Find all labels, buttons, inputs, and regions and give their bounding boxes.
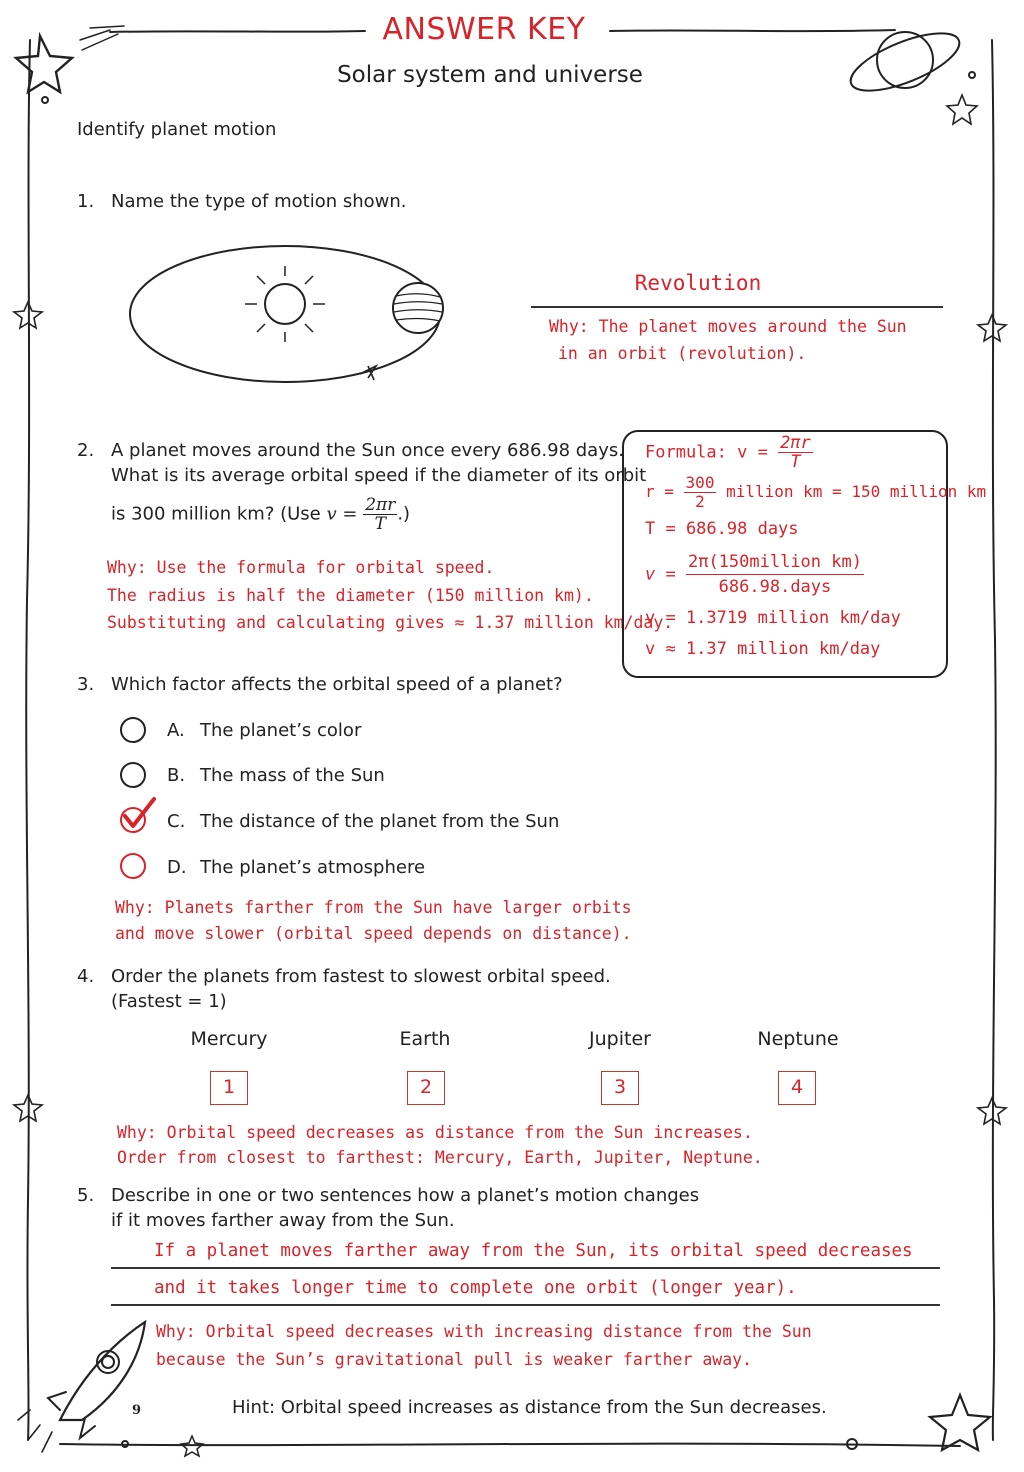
- q5-number: 5.: [77, 1185, 95, 1206]
- q4-why-1: Why: Orbital speed decreases as distance from the Sun increases.: [117, 1123, 753, 1142]
- rank-box-neptune[interactable]: 4: [778, 1071, 816, 1105]
- planet-jupiter-label: Jupiter: [589, 1028, 651, 1050]
- q2-why-2: The radius is half the diameter (150 million km).: [107, 586, 594, 605]
- option-a-radio[interactable]: [120, 717, 146, 743]
- planet-mercury-label: Mercury: [190, 1028, 268, 1050]
- q5-answer-1: If a planet moves farther away from the Sun, its orbital speed decreases: [154, 1241, 913, 1261]
- q5-answer-line-2: [111, 1304, 940, 1306]
- page-title: ANSWER KEY: [382, 12, 586, 47]
- box-radius-label: r =: [645, 482, 674, 501]
- option-b-radio[interactable]: [120, 762, 146, 788]
- box-radius-fraction: [684, 474, 717, 511]
- q1-why-2: in an orbit (revolution).: [558, 344, 807, 363]
- box-radius-den: 2: [695, 492, 705, 511]
- rank-box-earth[interactable]: 2: [407, 1071, 445, 1105]
- rank-box-mercury[interactable]: 1: [210, 1071, 248, 1105]
- planet-icon: [393, 283, 443, 333]
- box-velocity-den: 686.98.days: [718, 577, 832, 597]
- q2-formula-v: v =: [326, 503, 358, 525]
- q2-line-2: What is its average orbital speed if the diameter of its orbit: [111, 465, 647, 486]
- q5-why-2: because the Sun’s gravitational pull is weaker farther away.: [156, 1350, 753, 1369]
- q5-answer-2: and it takes longer time to complete one orbit (longer year).: [154, 1278, 797, 1298]
- box-formula-den: T: [790, 452, 801, 472]
- box-velocity-label: v =: [645, 564, 676, 585]
- q1-answer-line: [531, 306, 943, 308]
- orbit-diagram: [120, 238, 460, 398]
- q5-line-2: if it moves farther away from the Sun.: [111, 1210, 455, 1231]
- q3-why-2: and move slower (orbital speed depends on distance).: [115, 924, 632, 943]
- option-d-text: The planet’s atmosphere: [200, 857, 426, 878]
- box-velocity-sub: [645, 553, 864, 596]
- q1-text: Name the type of motion shown.: [111, 191, 407, 212]
- option-c-text: The distance of the planet from the Sun: [200, 811, 560, 832]
- q2-formula-num: 2πr: [365, 495, 396, 515]
- box-radius-rest: million km = 150 million km: [726, 482, 987, 501]
- q4-why-2: Order from closest to farthest: Mercury, Earth, Jupiter, Neptune.: [117, 1148, 763, 1167]
- q2-number: 2.: [77, 440, 95, 461]
- option-d-letter: D.: [167, 857, 187, 878]
- q3-why-1: Why: Planets farther from the Sun have larger orbits: [115, 898, 632, 917]
- option-b-text: The mass of the Sun: [200, 765, 385, 786]
- option-b-letter: B.: [167, 765, 186, 786]
- box-velocity-fraction: [686, 553, 864, 596]
- option-a-text: The planet’s color: [200, 720, 362, 741]
- planet-neptune-label: Neptune: [757, 1028, 839, 1050]
- hint-text: Hint: Orbital speed increases as distance from the Sun decreases.: [232, 1397, 827, 1418]
- box-formula-line: [645, 434, 813, 471]
- q2-line-3: [111, 496, 410, 533]
- q3-number: 3.: [77, 674, 95, 695]
- page-subtitle: Solar system and universe: [337, 62, 643, 88]
- q2-line-1: A planet moves around the Sun once every 686.98 days.: [111, 440, 624, 461]
- q5-line-1: Describe in one or two sentences how a planet’s motion changes: [111, 1185, 700, 1206]
- box-velocity-num: 2π(150million km): [686, 553, 864, 575]
- q2-formula-den: T: [374, 514, 386, 534]
- q2-formula-end: .): [397, 503, 411, 525]
- box-radius-line: [645, 474, 986, 511]
- option-d-radio[interactable]: [120, 853, 146, 879]
- box-velocity-line-1: v = 1.3719 million km/day: [645, 608, 901, 628]
- q4-number: 4.: [77, 966, 95, 987]
- page-number: 9: [132, 1403, 142, 1418]
- option-a-letter: A.: [167, 720, 185, 741]
- checkmark-icon: [118, 796, 158, 836]
- q4-line-1: Order the planets from fastest to slowest orbital speed.: [111, 966, 611, 987]
- q2-why-3: Substituting and calculating gives ≈ 1.37 million km/day.: [107, 613, 674, 632]
- box-velocity-line-2: v ≈ 1.37 million km/day: [645, 639, 881, 659]
- option-c-letter: C.: [167, 811, 186, 832]
- box-radius-num: 300: [685, 473, 715, 492]
- rank-box-jupiter[interactable]: 3: [601, 1071, 639, 1105]
- section-heading: Identify planet motion: [77, 119, 277, 140]
- q1-number: 1.: [77, 191, 95, 212]
- q1-answer: Revolution: [634, 271, 762, 295]
- q4-line-2: (Fastest = 1): [111, 991, 227, 1012]
- box-formula-fraction: [778, 434, 813, 471]
- box-formula-num: 2πr: [780, 433, 811, 453]
- q1-why-1: Why: The planet moves around the Sun: [549, 317, 907, 336]
- orbit-arrow-icon: [360, 366, 376, 380]
- box-formula-label: Formula: v =: [645, 442, 768, 463]
- q2-line-3-text: is 300 million km? (Use: [111, 503, 321, 525]
- planet-earth-label: Earth: [399, 1028, 451, 1050]
- q5-answer-line-1: [111, 1267, 940, 1269]
- q3-text: Which factor affects the orbital speed of a planet?: [111, 674, 563, 695]
- sun-icon: [245, 266, 325, 342]
- q5-why-1: Why: Orbital speed decreases with increasing distance from the Sun: [156, 1322, 812, 1341]
- box-period-line: T = 686.98 days: [645, 519, 799, 539]
- q2-formula-fraction: [363, 496, 397, 533]
- q2-why-1: Why: Use the formula for orbital speed.: [107, 558, 495, 577]
